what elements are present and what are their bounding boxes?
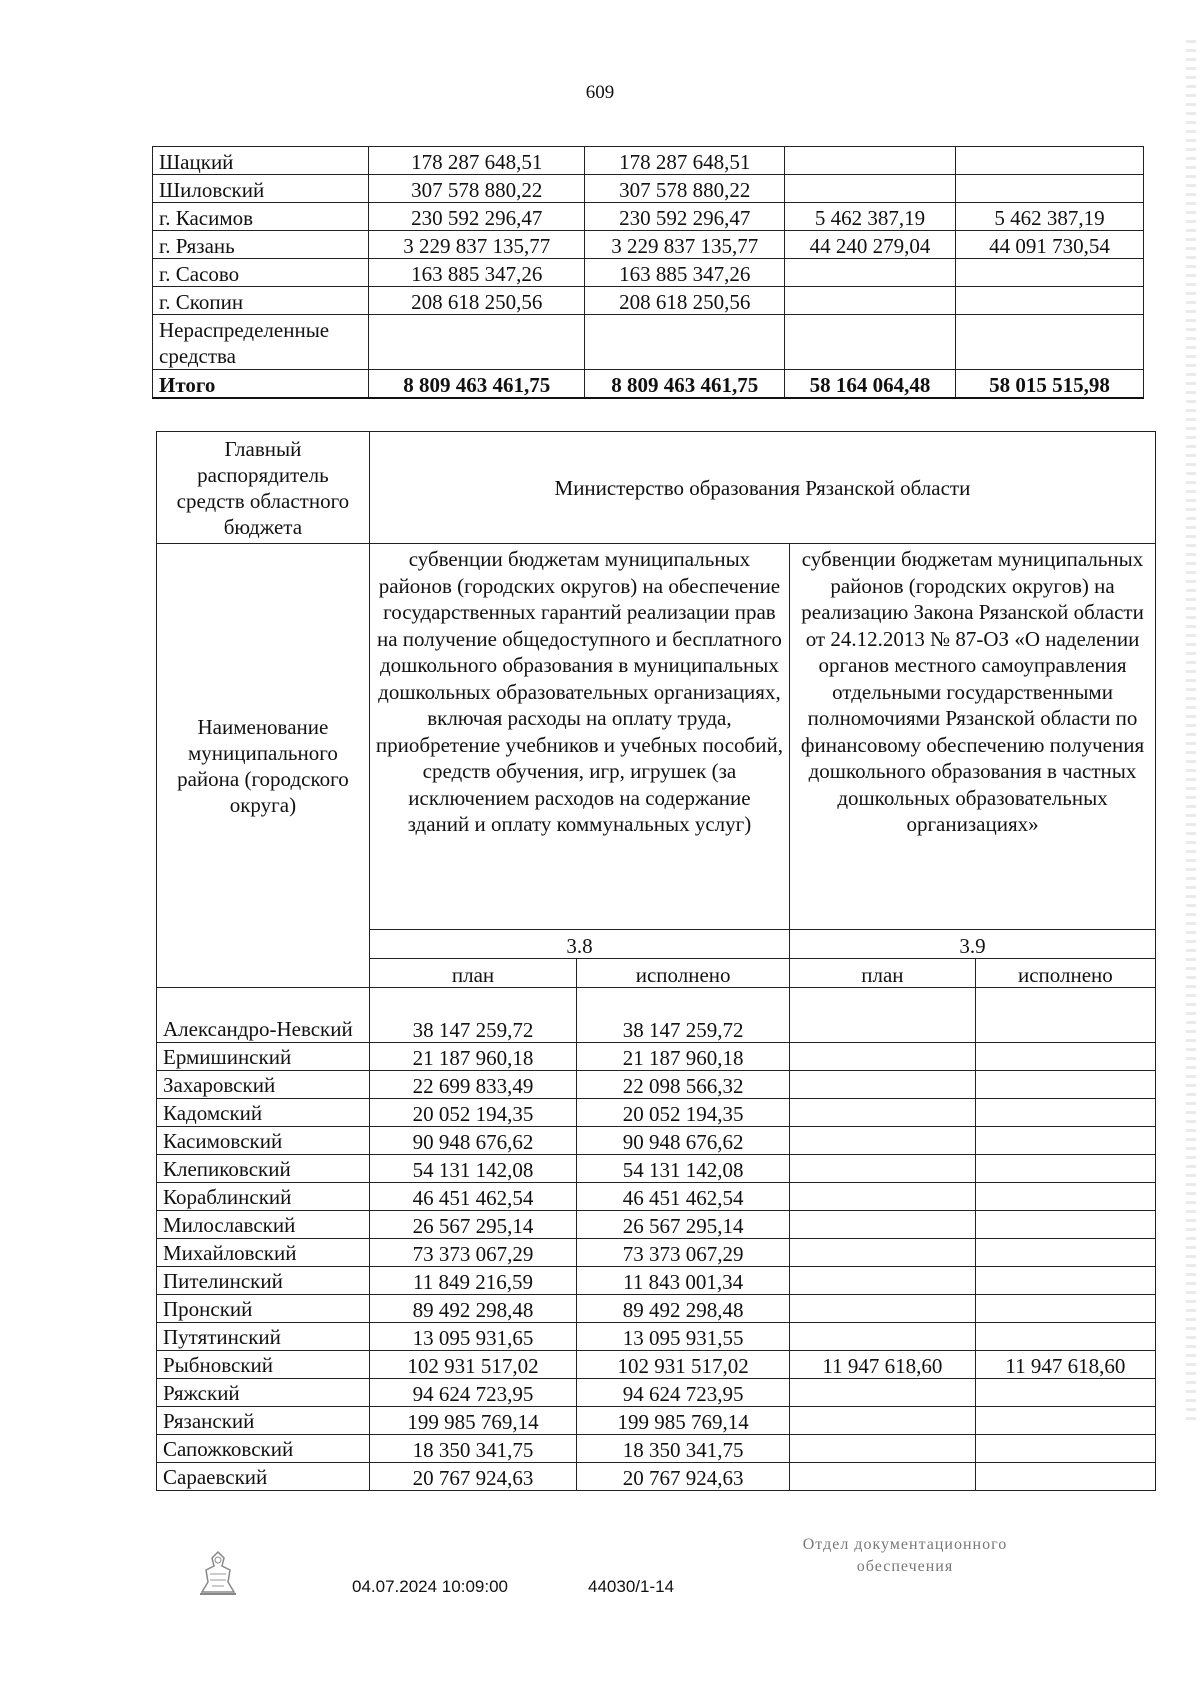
value-cell [975,1435,1155,1463]
municipality-name: Ермишинский [157,1043,370,1071]
total-label: Итого [153,370,369,399]
value-cell [975,1267,1155,1295]
value-cell: 90 948 676,62 [369,1127,576,1155]
scan-edge-artifact [1186,40,1196,1420]
total-value: 8 809 463 461,75 [369,370,585,399]
value-cell [790,1379,976,1407]
value-cell: 20 767 924,63 [369,1463,576,1491]
subventions-table [156,431,1156,1491]
value-cell [790,1407,976,1435]
table-row [157,1267,1156,1295]
value-cell [975,1295,1155,1323]
value-cell: 44 091 730,54 [955,231,1143,259]
value-cell: 230 592 296,47 [369,203,585,231]
table-row [157,1463,1156,1491]
table-row [157,1239,1156,1267]
value-cell: 230 592 296,47 [585,203,785,231]
description-3-8: субвенции бюджетам муниципальных районов (городских округов) на обеспечение государственных гарантий реализации прав на получение общедоступного и бесплатного дошкольного образования в муниципальных дошкольных образовательных организациях, включая расходы на оплату труда, приобретение учебников и учебных пособий, средств обучения, игр, игрушек (за исключением расходов на содержание зданий и оплату коммунальных услуг) [369,544,789,930]
value-cell [790,1099,976,1127]
value-cell: 208 618 250,56 [369,287,585,315]
value-cell: 20 767 924,63 [577,1463,790,1491]
municipality-name: Пронский [157,1295,370,1323]
value-cell: 11 843 001,34 [577,1267,790,1295]
value-cell [790,988,976,1043]
table-row [153,231,1144,259]
plan-header-3-9: план [790,959,976,988]
value-cell [369,315,585,370]
value-cell [790,1127,976,1155]
value-cell: 22 098 566,32 [577,1071,790,1099]
municipality-name: Шацкий [153,147,369,175]
value-cell: 94 624 723,95 [577,1379,790,1407]
value-cell [785,147,956,175]
value-cell: 89 492 298,48 [577,1295,790,1323]
total-row [153,370,1144,399]
total-value: 58 164 064,48 [785,370,956,399]
table-row [157,1323,1156,1351]
value-cell: 11 849 216,59 [369,1267,576,1295]
table-row [157,1071,1156,1099]
value-cell [975,1099,1155,1127]
value-cell: 178 287 648,51 [585,147,785,175]
done-header-3-8: исполнено [577,959,790,988]
municipality-name: г. Касимов [153,203,369,231]
table-row [157,1155,1156,1183]
value-cell [955,287,1143,315]
value-cell: 18 350 341,75 [369,1435,576,1463]
value-cell: 21 187 960,18 [369,1043,576,1071]
municipality-name: Рязанский [157,1407,370,1435]
municipality-name: Захаровский [157,1071,370,1099]
value-cell: 26 567 295,14 [577,1211,790,1239]
municipality-name: Касимовский [157,1127,370,1155]
code-3-9: 3.9 [790,930,1156,959]
value-cell: 307 578 880,22 [369,175,585,203]
table-row [157,1351,1156,1379]
municipality-name: Кораблинский [157,1183,370,1211]
value-cell [975,1155,1155,1183]
value-cell: 20 052 194,35 [369,1099,576,1127]
value-cell: 54 131 142,08 [369,1155,576,1183]
value-cell [975,988,1155,1043]
value-cell: 163 885 347,26 [585,259,785,287]
value-cell: 163 885 347,26 [369,259,585,287]
footer-datetime: 04.07.2024 10:09:00 [352,1577,508,1596]
value-cell: 102 931 517,02 [577,1351,790,1379]
table-row [157,1407,1156,1435]
value-cell: 73 373 067,29 [577,1239,790,1267]
value-cell: 18 350 341,75 [577,1435,790,1463]
municipality-name: Сапожковский [157,1435,370,1463]
footer-doc-code: 44030/1-14 [588,1577,675,1596]
value-cell: 208 618 250,56 [585,287,785,315]
value-cell: 13 095 931,65 [369,1323,576,1351]
value-cell [785,175,956,203]
value-cell [975,1183,1155,1211]
municipality-name: Александро-Невский [157,988,370,1043]
value-cell: 44 240 279,04 [785,231,956,259]
value-cell [790,1183,976,1211]
value-cell [790,1239,976,1267]
value-cell [790,1043,976,1071]
value-cell: 38 147 259,72 [369,988,576,1043]
table-row [153,315,1144,370]
table-row [153,175,1144,203]
value-cell [975,1071,1155,1099]
value-cell [975,1239,1155,1267]
value-cell: 3 229 837 135,77 [369,231,585,259]
municipality-name: Путятинский [157,1323,370,1351]
code-3-8: 3.8 [369,930,789,959]
value-cell [785,259,956,287]
value-cell: 20 052 194,35 [577,1099,790,1127]
table-row [157,1295,1156,1323]
municipality-label: Наименование муниципального района (городского округа) [157,544,370,988]
value-cell: 21 187 960,18 [577,1043,790,1071]
municipality-name: Рыбновский [157,1351,370,1379]
municipality-name: г. Скопин [153,287,369,315]
municipality-name: г. Сасово [153,259,369,287]
value-cell [975,1323,1155,1351]
coat-of-arms-logo [190,1548,246,1598]
table-row [157,1043,1156,1071]
value-cell [955,259,1143,287]
value-cell [790,1155,976,1183]
value-cell [790,1267,976,1295]
value-cell: 94 624 723,95 [369,1379,576,1407]
table-row [153,203,1144,231]
value-cell: 3 229 837 135,77 [585,231,785,259]
value-cell: 13 095 931,55 [577,1323,790,1351]
value-cell [790,1435,976,1463]
plan-header-3-8: план [369,959,576,988]
page-number: 609 [585,82,615,103]
value-cell: 54 131 142,08 [577,1155,790,1183]
done-header-3-9: исполнено [975,959,1155,988]
municipality-name: Шиловский [153,175,369,203]
value-cell [790,1323,976,1351]
value-cell [975,1127,1155,1155]
value-cell [790,1071,976,1099]
value-cell: 199 985 769,14 [369,1407,576,1435]
table-row [157,1127,1156,1155]
total-value: 8 809 463 461,75 [585,370,785,399]
value-cell [955,147,1143,175]
value-cell: 102 931 517,02 [369,1351,576,1379]
value-cell [975,1407,1155,1435]
value-cell [785,315,956,370]
value-cell [975,1043,1155,1071]
table-row [153,287,1144,315]
main-manager-label: Главный распорядитель средств областного бюджета [157,432,370,544]
municipality-name: Кадомский [157,1099,370,1127]
value-cell [585,315,785,370]
table-row [153,147,1144,175]
table-row [153,259,1144,287]
value-cell: 46 451 462,54 [369,1183,576,1211]
municipality-name: Михайловский [157,1239,370,1267]
value-cell: 90 948 676,62 [577,1127,790,1155]
municipality-name: Пителинский [157,1267,370,1295]
value-cell [790,1295,976,1323]
municipality-name: г. Рязань [153,231,369,259]
municipality-name: Нераспределенные средства [153,315,369,370]
value-cell [975,1379,1155,1407]
table-row [157,1435,1156,1463]
value-cell: 46 451 462,54 [577,1183,790,1211]
value-cell: 307 578 880,22 [585,175,785,203]
value-cell: 73 373 067,29 [369,1239,576,1267]
value-cell [975,1211,1155,1239]
value-cell: 5 462 387,19 [785,203,956,231]
table-row [157,1211,1156,1239]
value-cell: 199 985 769,14 [577,1407,790,1435]
total-value: 58 015 515,98 [955,370,1143,399]
value-cell [975,1463,1155,1491]
table-row [157,1183,1156,1211]
value-cell [955,315,1143,370]
department-stamp: Отдел документационного обеспечения [802,1536,1008,1575]
value-cell [785,287,956,315]
description-3-9: субвенции бюджетам муниципальных районов (городских округов) на реализацию Закона Рязанской области от 24.12.2013 № 87-ОЗ «О наделении органов местного самоуправления отдельными государственными полномочиями Рязанской области по финансовому обеспечению получения дошкольного образования в частных дошкольных образовательных организациях» [790,544,1156,930]
value-cell [790,1211,976,1239]
value-cell: 5 462 387,19 [955,203,1143,231]
value-cell: 89 492 298,48 [369,1295,576,1323]
value-cell: 11 947 618,60 [790,1351,976,1379]
value-cell [790,1463,976,1491]
value-cell: 11 947 618,60 [975,1351,1155,1379]
municipality-name: Сараевский [157,1463,370,1491]
value-cell [955,175,1143,203]
municipality-name: Ряжский [157,1379,370,1407]
value-cell: 26 567 295,14 [369,1211,576,1239]
value-cell: 178 287 648,51 [369,147,585,175]
municipality-name: Клепиковский [157,1155,370,1183]
table-row [157,1099,1156,1127]
totals-table-continuation [152,146,1144,399]
value-cell: 38 147 259,72 [577,988,790,1043]
ministry-name: Министерство образования Рязанской области [369,432,1155,544]
municipality-name: Милославский [157,1211,370,1239]
value-cell: 22 699 833,49 [369,1071,576,1099]
table-row [157,988,1156,1043]
table-row [157,1379,1156,1407]
